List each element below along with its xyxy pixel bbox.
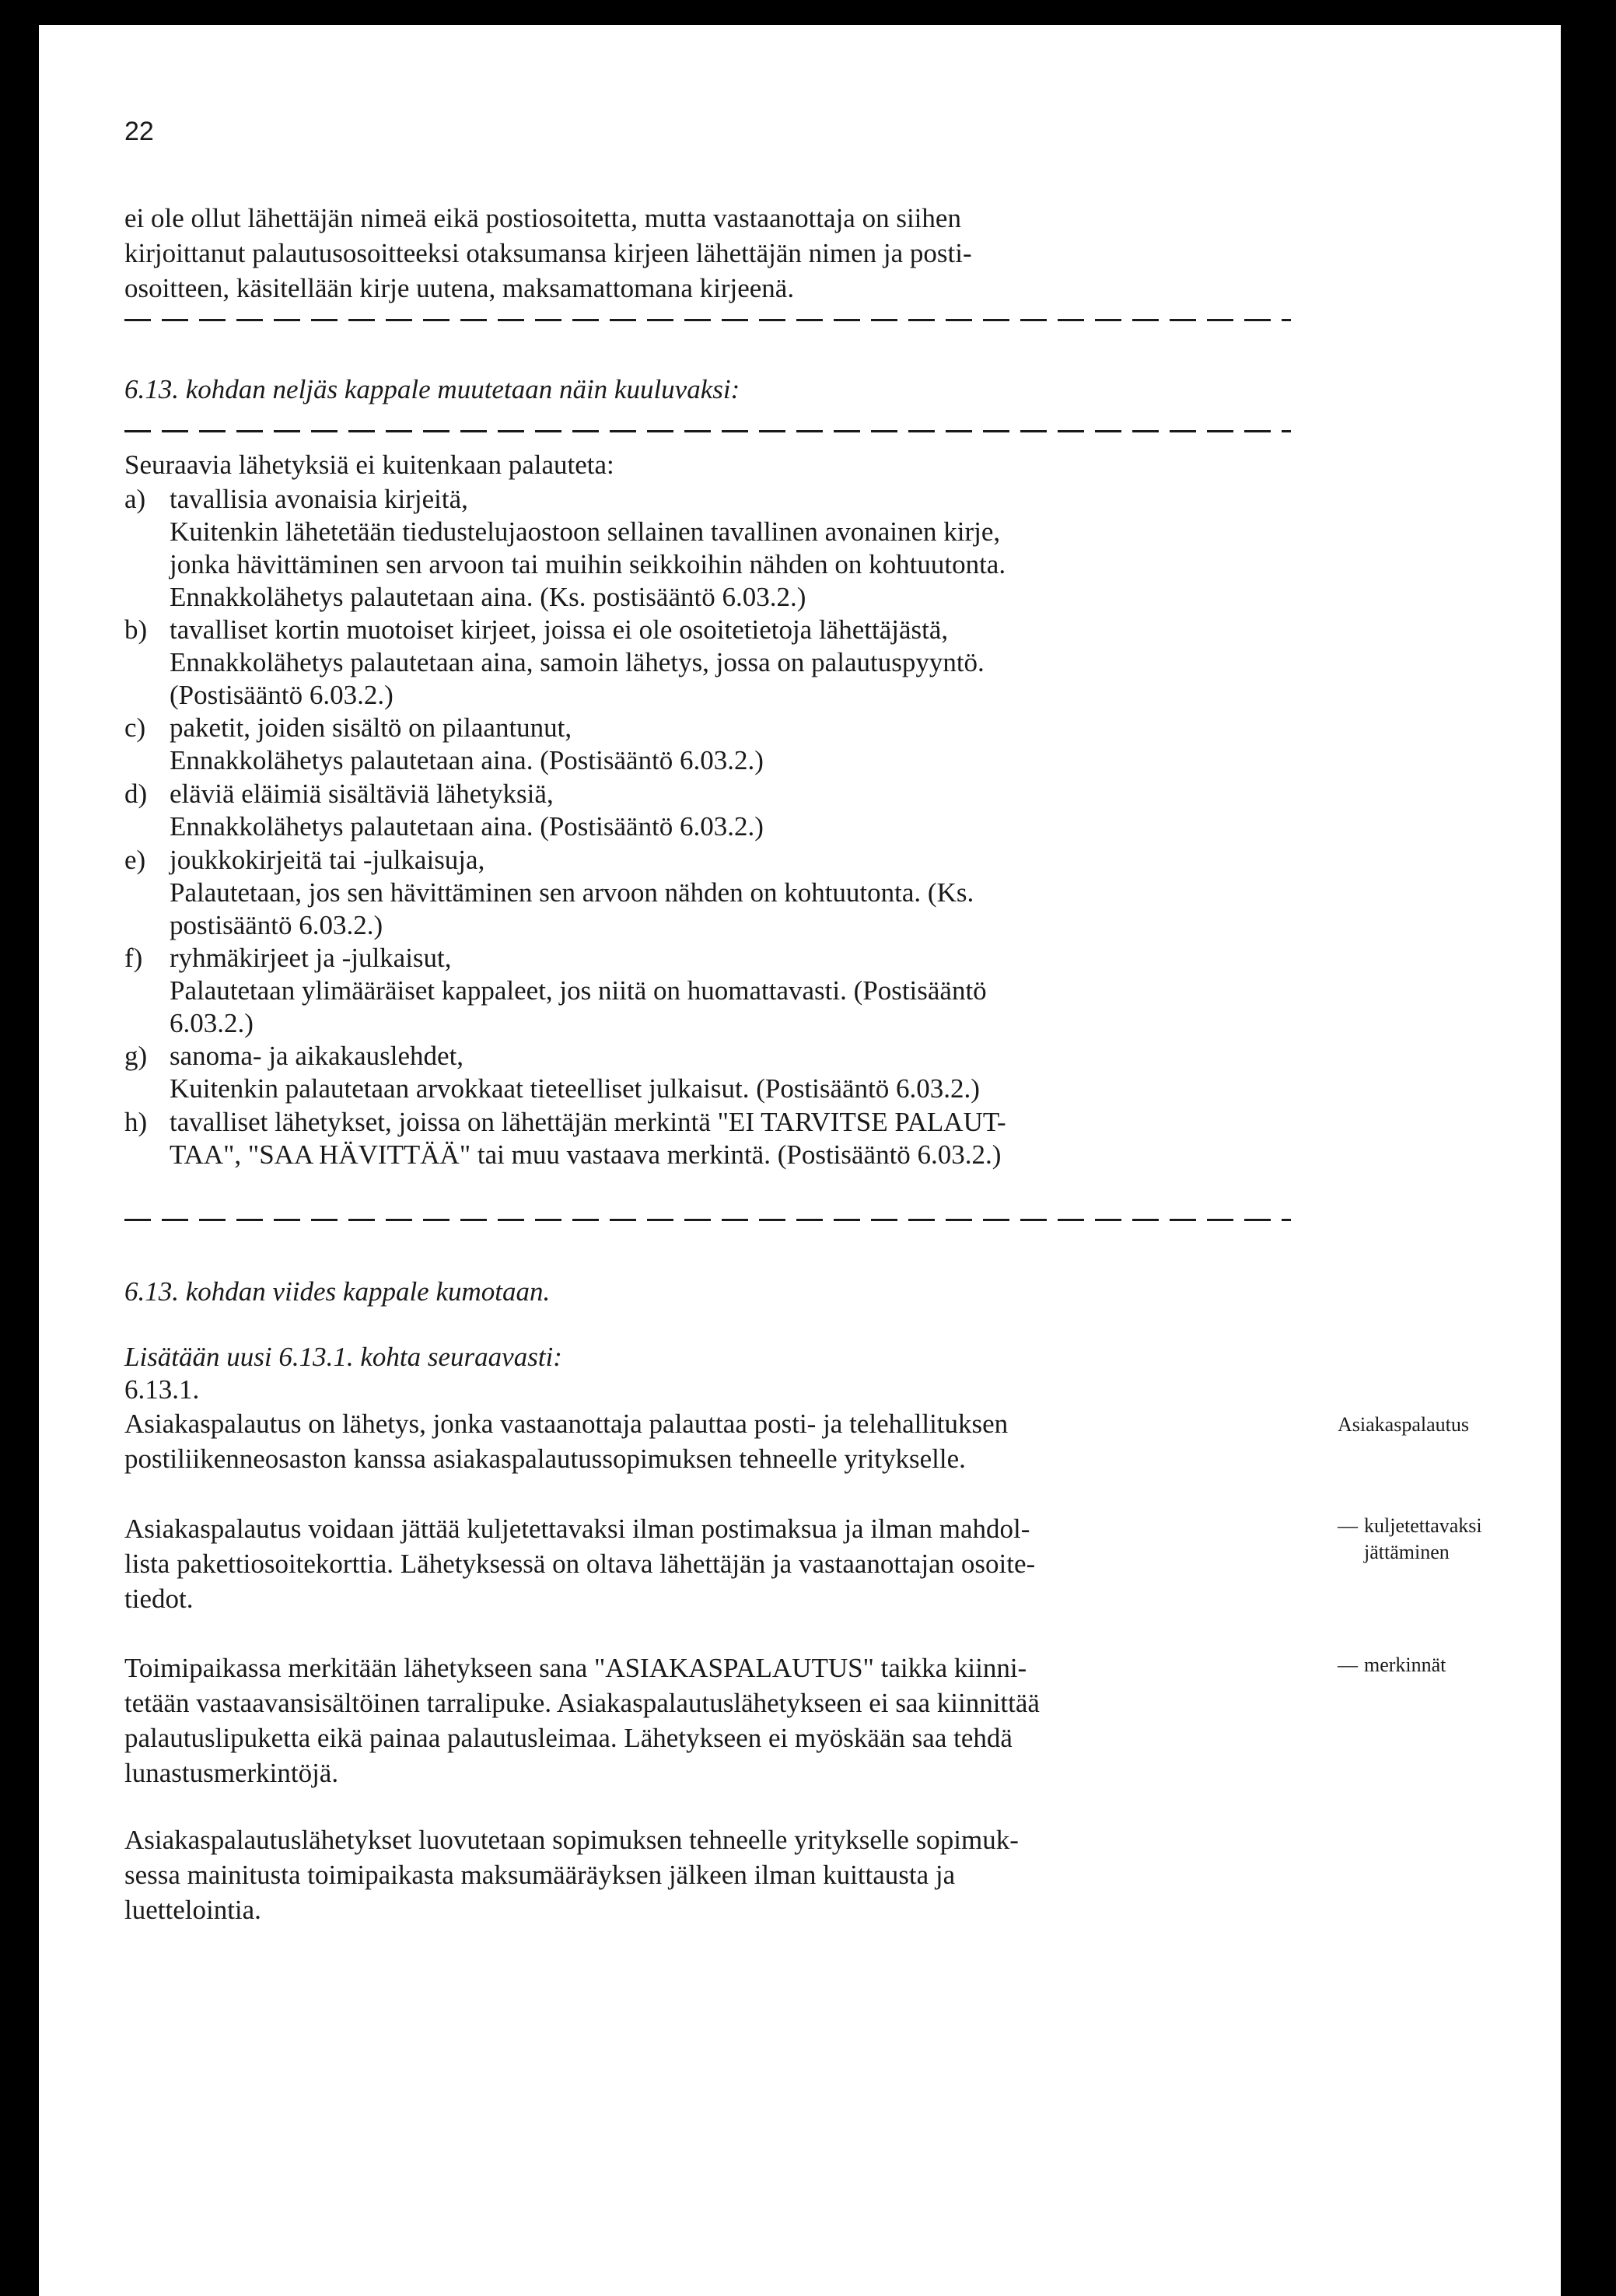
dash-mark: — bbox=[1338, 1654, 1358, 1676]
separator-dashes bbox=[124, 1219, 1291, 1221]
list-letter: b) bbox=[124, 614, 148, 645]
list-letter: c) bbox=[124, 712, 146, 743]
text-line: Ennakkolähetys palautetaan aina. (Postisääntö 6.03.2.) bbox=[170, 745, 764, 775]
text-line: Ennakkolähetys palautetaan aina. (Ks. postisääntö 6.03.2.) bbox=[170, 582, 806, 612]
text-line: postiliikenneosaston kanssa asiakaspalautussopimuksen tehneelle yritykselle. bbox=[124, 1444, 966, 1474]
margin-note-line: kuljetettavaksi bbox=[1364, 1514, 1482, 1537]
text-line: lista pakettiosoitekorttia. Lähetyksessä on oltava lähettäjän ja vastaanottajan osoite- bbox=[124, 1549, 1036, 1579]
dash-mark: — bbox=[1338, 1514, 1358, 1537]
text-line: Asiakaspalautus voidaan jättää kuljetettavaksi ilman postimaksua ja ilman mahdol- bbox=[124, 1514, 1030, 1544]
text-line: TAA", "SAA HÄVITTÄÄ" tai muu vastaava merkintä. (Postisääntö 6.03.2.) bbox=[170, 1139, 1002, 1170]
list-intro: Seuraavia lähetyksiä ei kuitenkaan palauteta: bbox=[124, 450, 614, 480]
text-line: kirjoittanut palautusosoitteeksi otaksumansa kirjeen lähettäjän nimen ja posti- bbox=[124, 238, 972, 268]
text-line: sessa mainitusta toimipaikasta maksumääräyksen jälkeen ilman kuittausta ja bbox=[124, 1860, 956, 1890]
page-number: 22 bbox=[124, 117, 154, 146]
margin-note: Asiakaspalautus bbox=[1338, 1413, 1469, 1436]
text-line: 6.03.2.) bbox=[170, 1008, 254, 1038]
text-line: lunastusmerkintöjä. bbox=[124, 1758, 339, 1788]
section-heading: 6.13. kohdan viides kappale kumotaan. bbox=[124, 1276, 551, 1307]
list-letter: e) bbox=[124, 845, 146, 875]
list-letter: g) bbox=[124, 1041, 148, 1071]
text-line: palautuslipuketta eikä painaa palautusleimaa. Lähetykseen ei myöskään saa tehdä bbox=[124, 1723, 1013, 1753]
text-line: ei ole ollut lähettäjän nimeä eikä postiosoitetta, mutta vastaanottaja on siihen bbox=[124, 203, 961, 233]
body-paragraph bbox=[124, 1650, 1040, 1790]
margin-note-line: jättäminen bbox=[1364, 1541, 1450, 1563]
text-line: ryhmäkirjeet ja -julkaisut, bbox=[170, 943, 452, 973]
text-line: tavalliset lähetykset, joissa on lähettäjän merkintä "EI TARVITSE PALAUT- bbox=[170, 1107, 1006, 1137]
text-line: tetään vastaavansisältöinen tarralipuke. Asiakaspalautuslähetykseen ei saa kiinnittää bbox=[124, 1688, 1040, 1718]
body-paragraph bbox=[124, 1822, 1019, 1927]
separator-dashes bbox=[124, 430, 1291, 432]
text-line: postisääntö 6.03.2.) bbox=[170, 910, 383, 940]
margin-note bbox=[1338, 1652, 1446, 1678]
text-line: Ennakkolähetys palautetaan aina. (Postisääntö 6.03.2.) bbox=[170, 811, 764, 842]
text-line: Asiakaspalautus on lähetys, jonka vastaanottaja palauttaa posti- ja telehallituksen bbox=[124, 1409, 1009, 1439]
margin-note bbox=[1338, 1513, 1482, 1566]
text-line: jonka hävittäminen sen arvoon tai muihin seikkoihin nähden on kohtuutonta. bbox=[170, 549, 1006, 579]
text-line: luettelointia. bbox=[124, 1895, 261, 1925]
text-line: eläviä eläimiä sisältäviä lähetyksiä, bbox=[170, 779, 554, 809]
list-letter: f) bbox=[124, 943, 143, 973]
separator-dashes bbox=[124, 319, 1291, 321]
text-line: Kuitenkin lähetetään tiedustelujaostoon sellainen tavallinen avonainen kirje, bbox=[170, 516, 1001, 547]
text-line: Ennakkolähetys palautetaan aina, samoin lähetys, jossa on palautuspyyntö. bbox=[170, 647, 985, 677]
text-line: Kuitenkin palautetaan arvokkaat tieteelliset julkaisut. (Postisääntö 6.03.2.) bbox=[170, 1073, 980, 1104]
text-line: joukkokirjeitä tai -julkaisuja, bbox=[170, 845, 485, 875]
list-letter: h) bbox=[124, 1107, 148, 1137]
section-number: 6.13.1. bbox=[124, 1374, 200, 1405]
text-line: tavalliset kortin muotoiset kirjeet, joissa ei ole osoitetietoja lähettäjästä, bbox=[170, 614, 949, 645]
text-line: tavallisia avonaisia kirjeitä, bbox=[170, 484, 468, 514]
text-line: tiedot. bbox=[124, 1584, 194, 1614]
text-line: Asiakaspalautuslähetykset luovutetaan sopimuksen tehneelle yritykselle sopimuk- bbox=[124, 1825, 1019, 1855]
list-letter: d) bbox=[124, 779, 148, 809]
body-paragraph bbox=[124, 1406, 1008, 1476]
text-line: Palautetaan, jos sen hävittäminen sen arvoon nähden on kohtuutonta. (Ks. bbox=[170, 877, 974, 908]
text-line: Toimipaikassa merkitään lähetykseen sana "ASIAKASPALAUTUS" taikka kiinni- bbox=[124, 1653, 1027, 1683]
text-line: Palautetaan ylimääräiset kappaleet, jos niitä on huomattavasti. (Postisääntö bbox=[170, 975, 987, 1006]
text-line: sanoma- ja aikakauslehdet, bbox=[170, 1041, 464, 1071]
margin-note-line: merkinnät bbox=[1364, 1654, 1446, 1676]
intro-paragraph bbox=[124, 201, 972, 306]
text-line: paketit, joiden sisältö on pilaantunut, bbox=[170, 712, 572, 743]
list-letter: a) bbox=[124, 484, 146, 514]
text-line: (Postisääntö 6.03.2.) bbox=[170, 680, 394, 710]
section-heading: Lisätään uusi 6.13.1. kohta seuraavasti: bbox=[124, 1342, 562, 1372]
body-paragraph bbox=[124, 1511, 1035, 1616]
section-heading: 6.13. kohdan neljäs kappale muutetaan näin kuuluvaksi: bbox=[124, 374, 740, 404]
text-line: osoitteen, käsitellään kirje uutena, maksamattomana kirjeenä. bbox=[124, 273, 795, 303]
